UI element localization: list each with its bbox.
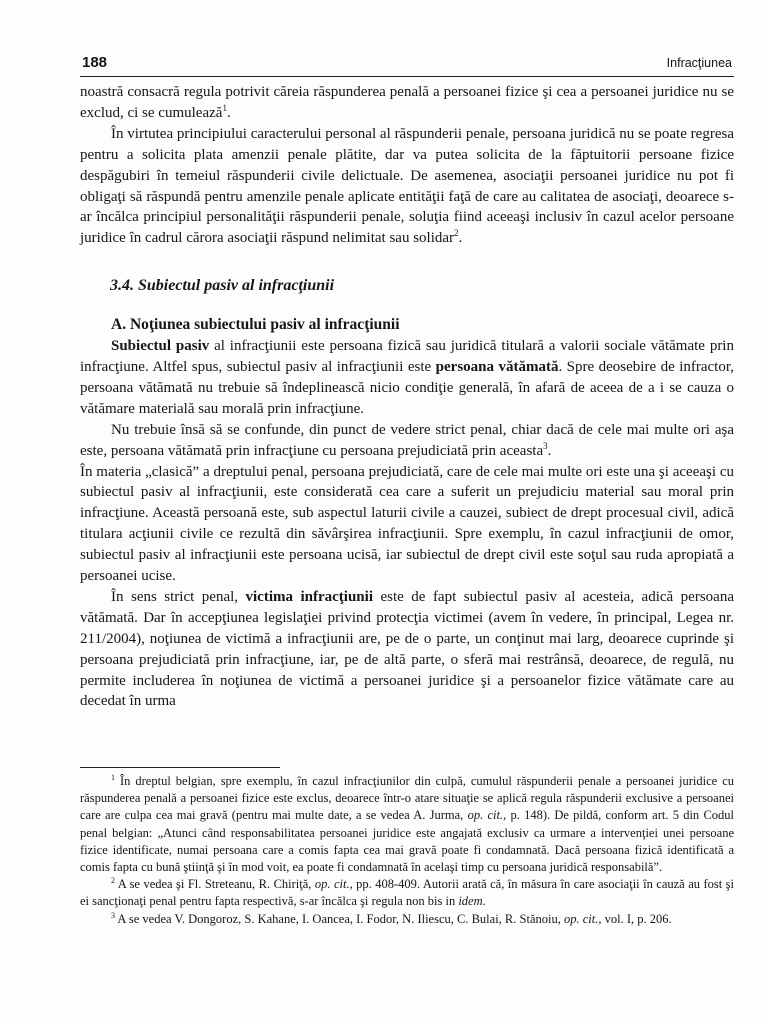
page-number: 188 <box>82 54 108 71</box>
page-header <box>80 54 734 77</box>
footnote-number: 1 <box>111 772 115 782</box>
paragraph-3: Subiectul pasiv al infracţiunii este persoana fizică sau juridică titulară a valorii sociale vătămate prin infracţiune. Altfel spus, subiectul pasiv al infracţiunii este persoana vătămată. Spre deosebire de infractor, persoana vătămată nu trebuie să îndeplinească nicio condiţie generală, în afară de aceea de a i se cauza o vătămare materială sau morală prin infracţiune. <box>80 338 734 417</box>
section-title: 3.4. Subiectul pasiv al infracţiunii <box>110 277 335 295</box>
paragraph-1: noastră consacră regula potrivit căreia răspunderea penală a persoanei fizice şi cea a persoanei juridice nu se exclud, ci se cumulează$^1$. <box>80 84 734 121</box>
footnote-ref-3[interactable]: 3 <box>543 440 548 451</box>
running-title: Infracţiunea <box>666 56 732 70</box>
footnote-2: $^2$ A se vedea şi Fl. Streteanu, R. Chiriţă, op. cit., pp. 408-409. Autorii arată că, în măsura în care asociaţii în cauză au fost şi ei sancţionaţi penal pentru fapta respectivă, s-ar încălca şi regula non bis in idem. <box>80 876 735 909</box>
paragraph-5: În materia „clasică” a dreptului penal, persoana prejudiciată, care de cele mai multe ori este una şi aceeaşi cu subiectul pasiv al infracţiunii, este considerată cea care a suferit un prejudiciu material sau moral prin infracţiune. Această persoană este, sub aspectul laturii civile a cauzei, subiect de drept procesual civil, adică titulara acţiunii civile ce rezultă din săvârşirea infracţiunii. Spre exemplu, în cazul infracţiunii de omor, subiectul pasiv al infracţiunii este persoana ucisă, iar subiectul de drept civil este soţul sau ruda apropiată a persoanei ucise. <box>80 463 734 585</box>
paragraph-2: În virtutea principiului caracterului personal al răspunderii penale, persoana juridică nu se poate regresa pentru a solicita plata amenzii penale plătite, dar va putea solicita de la făptuitorii persoane fizice despăgubiri în temeiul răspunderii civile delictuale. De asemenea, asociaţii persoanei juridice nu pot fi obligaţi să răspundă pentru amenzile penale aplicate entităţii faţă de care au calitatea de asociaţi, deoarece s-ar încălca principiul personalităţii răspunderii penale, soluţia fiind aceeaşi inclusiv în cazul acelor persoane juridice în cadrul cărora asociaţii răspund nelimitat sau solidar$^2$. <box>80 125 734 247</box>
footnote-ref-1[interactable]: 1 <box>222 102 227 113</box>
footnote-3: $^3$ A se vedea V. Dongoroz, S. Kahane, I. Oancea, I. Fodor, N. Iliescu, C. Bulai, R. Stănoiu, op. cit., vol. I, p. 206. <box>111 910 672 926</box>
footnote-number: 2 <box>111 876 115 886</box>
paragraph-4: Nu trebuie însă să se confunde, din punct de vedere strict penal, chiar dacă de cele mai multe ori aşa este, persoana vătămată prin infracţiune cu persoana prejudiciată prin aceasta$^3$. <box>80 421 734 459</box>
footnote-number: 3 <box>111 910 115 920</box>
subheading: A. Noţiunea subiectului pasiv al infracţiunii <box>111 316 400 334</box>
footnotes <box>80 773 734 928</box>
paragraph-6: În sens strict penal, victima infracţiunii este de fapt subiectul pasiv al acesteia, adică persoana vătămată. Dar în accepţiunea legislaţiei privind protecţia victimei (avem în vedere, în principal, Legea nr. 211/2004), noţiunea de victimă a infracţiunii are, pe de o parte, un conţinut mai larg, deoarece cuprinde şi persoana prejudiciată prin infracţiune, iar, pe de altă parte, o sferă mai restrânsă, deoarece, de regulă, nu permite includerea în noţiunea de victimă a persoanei juridice şi a persoanelor fizice vătămate care au decedat în urma <box>80 588 734 710</box>
footnote-1: $^1$ În dreptul belgian, spre exemplu, în cazul infracţiunilor din culpă, cumulul răspunderii penale a persoanei juridice cu răspunderea penală a persoanei fizice este exclus, deoarece într-o atare situaţie se aplică regula răspunderii exclusive a persoanei care are culpa cea mai gravă (pentru mai multe date, a se vedea A. Jurma, op. cit., p. 148). De pildă, conform art. 5 din Codul penal belgian: „Atunci când responsabilitatea persoanei juridice este angajată exclusiv ca urmare a intervenţiei unei persoane fizice identificate, numai persoana care a comis fapta cea mai gravă poate fi condamnată. Dacă persoana fizică identificată a comis fapta cu bună ştiinţă şi în mod voit, ea poate fi condamnată în acelaşi timp cu persoana juridică responsabilă”. <box>80 772 734 875</box>
main-text <box>80 82 734 712</box>
footnote-separator <box>80 767 280 768</box>
footnote-ref-2[interactable]: 2 <box>454 228 459 239</box>
